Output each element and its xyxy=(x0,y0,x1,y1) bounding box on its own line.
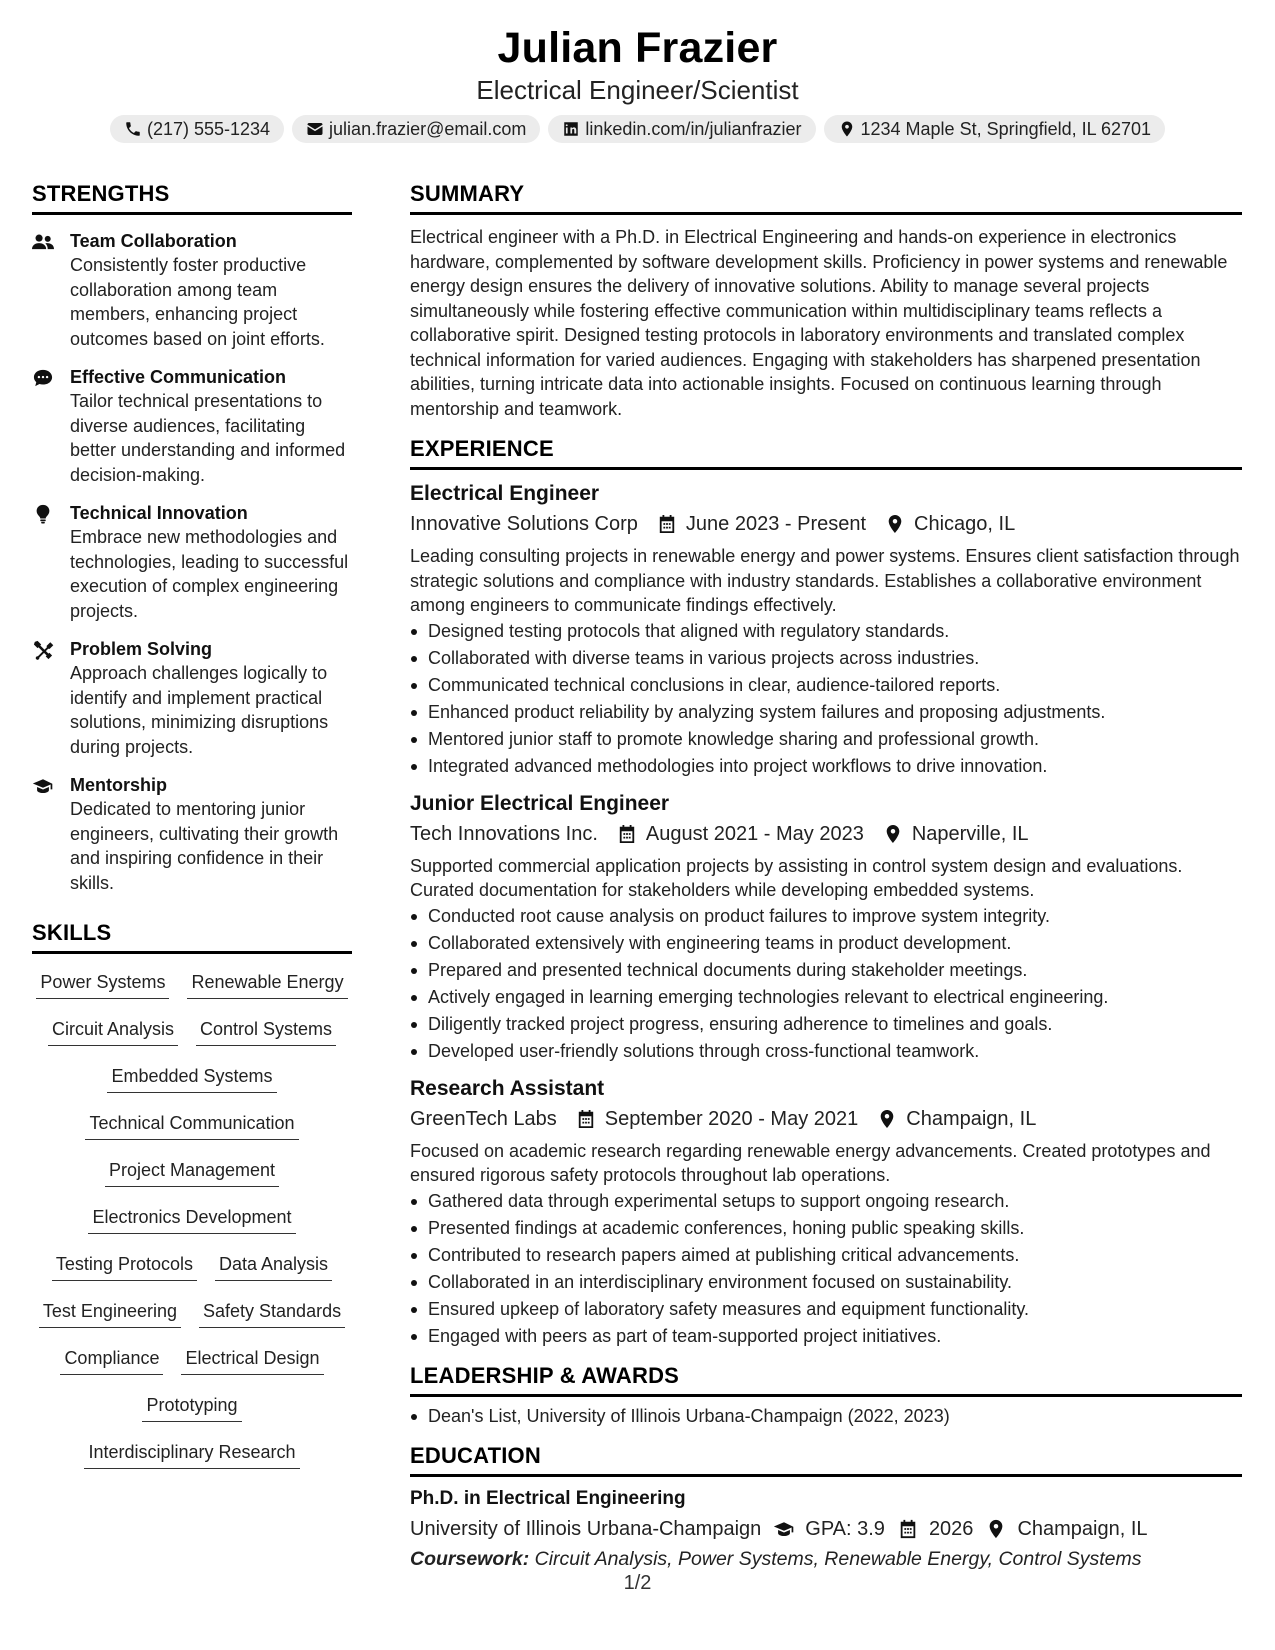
school-name: University of Illinois Urbana-Champaign xyxy=(410,1517,762,1540)
bullet-item: Communicated technical conclusions in clear, audience-tailored reports. xyxy=(410,672,1242,699)
map-pin-icon xyxy=(985,1519,1007,1539)
strength-title: Effective Communication xyxy=(70,367,287,387)
job-title: Junior Electrical Engineer xyxy=(410,791,670,815)
strength-item xyxy=(32,501,352,623)
skill-tag: Circuit Analysis xyxy=(48,1015,178,1046)
bullet-item: Designed testing protocols that aligned with regulatory standards. xyxy=(410,618,1242,645)
map-pin-icon xyxy=(884,824,902,844)
tools-icon xyxy=(32,640,54,660)
summary-heading: SUMMARY xyxy=(410,180,1242,215)
bullet-item: Mentored junior staff to promote knowledge sharing and professional growth. xyxy=(410,726,1242,753)
leadership-heading: LEADERSHIP & AWARDS xyxy=(410,1362,1242,1397)
linkedin-chip[interactable] xyxy=(548,115,815,143)
experience-heading: EXPERIENCE xyxy=(410,435,1242,470)
skill-tag: Renewable Energy xyxy=(187,968,347,999)
map-pin-icon xyxy=(838,120,856,138)
map-pin-icon xyxy=(878,1109,896,1129)
job-entry xyxy=(410,480,1242,780)
calendar-icon xyxy=(658,514,676,534)
skill-tag: Embedded Systems xyxy=(107,1062,276,1093)
strength-title: Problem Solving xyxy=(70,639,213,659)
job-meta xyxy=(410,510,1242,538)
job-location: Naperville, IL xyxy=(911,822,1029,845)
candidate-name: Julian Frazier xyxy=(497,24,778,72)
bullet-item: Developed user-friendly solutions through cross-functional teamwork. xyxy=(410,1038,1242,1065)
skill-tag: Electronics Development xyxy=(88,1203,295,1234)
coursework-label: Coursework: xyxy=(410,1547,530,1570)
email-chip[interactable] xyxy=(292,115,540,143)
skill-tag: Data Analysis xyxy=(215,1250,332,1281)
strength-item xyxy=(32,637,352,759)
award-item: Dean's List, University of Illinois Urbana-Champaign (2022, 2023) xyxy=(410,1403,1242,1430)
strength-description: Approach challenges logically to identify and implement practical solutions, minimizing disruptions during projects. xyxy=(70,663,329,757)
education-heading: EDUCATION xyxy=(410,1442,1242,1477)
skill-tag: Prototyping xyxy=(142,1391,241,1422)
skill-tag: Interdisciplinary Research xyxy=(84,1438,299,1469)
bullet-item: Contributed to research papers aimed at publishing critical advancements. xyxy=(410,1242,1242,1269)
skill-tag: Electrical Design xyxy=(181,1344,323,1375)
bullet-item: Gathered data through experimental setups to support ongoing research. xyxy=(410,1188,1242,1215)
comment-icon xyxy=(32,368,54,388)
strength-title: Team Collaboration xyxy=(70,231,237,251)
degree-title: Ph.D. in Electrical Engineering xyxy=(410,1487,686,1509)
strength-description: Consistently foster productive collaboration among team members, enhancing project outcomes based on joint efforts. xyxy=(70,255,325,349)
bullet-item: Enhanced product reliability by analyzing system failures and proposing adjustments. xyxy=(410,699,1242,726)
gpa-text: GPA: 3.9 xyxy=(805,1517,885,1540)
resume-header xyxy=(0,22,1275,143)
calendar-icon xyxy=(897,1519,919,1539)
envelope-icon xyxy=(306,120,324,138)
map-pin-icon xyxy=(886,514,904,534)
calendar-icon xyxy=(618,824,636,844)
bullet-item: Presented findings at academic conferences, honing public speaking skills. xyxy=(410,1215,1242,1242)
bullet-item: Collaborated in an interdisciplinary environment focused on sustainability. xyxy=(410,1269,1242,1296)
job-title: Research Assistant xyxy=(410,1076,605,1100)
job-dates: June 2023 - Present xyxy=(685,513,867,535)
summary-text: Electrical engineer with a Ph.D. in Electrical Engineering and hands-on experience in electronics hardware, complemented by software development skills. Proficiency in power systems and renewable energy design ensures the delivery of innovative solutions. Ability to manage several projects simultaneously while fostering effective communication within multidisciplinary teams reflects a collaborative spirit. Designed testing protocols in laboratory environments and translated complex technical information for varied audiences. Engaging with stakeholders has sharpened presentation abilities, turning intricate data into actionable insights. Focused on continuous learning through mentorship and teamwork. xyxy=(410,227,1228,419)
company-name: Innovative Solutions Corp xyxy=(410,513,638,535)
coursework xyxy=(410,1545,1242,1573)
company-name: Tech Innovations Inc. xyxy=(410,822,598,845)
coursework-list: Circuit Analysis, Power Systems, Renewable Energy, Control Systems xyxy=(534,1547,1142,1570)
job-location: Champaign, IL xyxy=(906,1107,1037,1130)
graduation-cap-icon xyxy=(773,1519,795,1539)
linkedin-text: linkedin.com/in/julianfrazier xyxy=(585,118,802,139)
candidate-title: Electrical Engineer/Scientist xyxy=(476,75,799,105)
job-entry xyxy=(410,790,1242,1065)
company-name: GreenTech Labs xyxy=(410,1107,557,1130)
graduation-year: 2026 xyxy=(928,1517,974,1540)
skill-tag: Power Systems xyxy=(36,968,169,999)
bullet-item: Actively engaged in learning emerging technologies relevant to electrical engineering. xyxy=(410,984,1242,1011)
bullet-item: Collaborated extensively with engineering teams in product development. xyxy=(410,930,1242,957)
phone-text: (217) 555-1234 xyxy=(146,118,271,139)
right-column xyxy=(410,180,1242,1573)
page-number: 1/2 xyxy=(623,1572,652,1594)
strength-description: Dedicated to mentoring junior engineers, cultivating their growth and inspiring confidence in their skills. xyxy=(70,799,339,893)
skill-tag: Control Systems xyxy=(196,1015,336,1046)
job-bullets xyxy=(410,903,1242,1065)
job-bullets xyxy=(410,618,1242,780)
bullet-item: Integrated advanced methodologies into project workflows to drive innovation. xyxy=(410,753,1242,780)
strength-title: Technical Innovation xyxy=(70,503,248,523)
job-bullets xyxy=(410,1188,1242,1350)
strength-item xyxy=(32,229,352,351)
graduation-cap-icon xyxy=(32,776,54,796)
leadership-list xyxy=(410,1403,1242,1430)
job-entry xyxy=(410,1075,1242,1350)
phone-chip[interactable] xyxy=(110,115,284,143)
strength-item xyxy=(32,773,352,895)
job-title: Electrical Engineer xyxy=(410,482,600,505)
skills-list xyxy=(32,968,352,1485)
strengths-heading: STRENGTHS xyxy=(32,180,352,215)
skill-tag: Technical Communication xyxy=(85,1109,298,1140)
strength-description: Tailor technical presentations to diverse audiences, facilitating better understanding and informed decision-making. xyxy=(70,391,346,485)
school-location: Champaign, IL xyxy=(1017,1517,1148,1540)
address-chip xyxy=(824,115,1166,143)
strength-title: Mentorship xyxy=(70,775,167,795)
skill-tag: Project Management xyxy=(105,1156,279,1187)
bullet-item: Prepared and presented technical documents during stakeholder meetings. xyxy=(410,957,1242,984)
address-text: 1234 Maple St, Springfield, IL 62701 xyxy=(860,118,1152,139)
strength-item xyxy=(32,365,352,487)
bullet-item: Conducted root cause analysis on product failures to improve system integrity. xyxy=(410,903,1242,930)
job-meta xyxy=(410,820,1242,848)
job-description: Supported commercial application projects by assisting in control system design and evaluations. Curated documentation for stakeholders while developing embedded systems. xyxy=(410,855,1183,900)
job-dates: August 2021 - May 2023 xyxy=(645,822,864,845)
calendar-icon xyxy=(577,1109,595,1129)
bullet-item: Ensured upkeep of laboratory safety measures and equipment functionality. xyxy=(410,1296,1242,1323)
linkedin-icon xyxy=(562,120,580,138)
users-icon xyxy=(32,232,54,252)
skill-tag: Safety Standards xyxy=(199,1297,345,1328)
skill-tag: Compliance xyxy=(60,1344,163,1375)
job-location: Chicago, IL xyxy=(914,513,1016,535)
contact-bar xyxy=(0,115,1275,143)
bullet-item: Diligently tracked project progress, ensuring adherence to timelines and goals. xyxy=(410,1011,1242,1038)
job-description: Focused on academic research regarding renewable energy advancements. Created prototypes and ensured rigorous safety protocols throughout lab operations. xyxy=(410,1140,1211,1185)
email-text: julian.frazier@email.com xyxy=(329,118,527,139)
bullet-item: Collaborated with diverse teams in various projects across industries. xyxy=(410,645,1242,672)
left-column xyxy=(32,180,352,1485)
lightbulb-icon xyxy=(32,504,54,524)
phone-icon xyxy=(124,120,142,138)
education-meta xyxy=(410,1515,1242,1543)
job-description: Leading consulting projects in renewable energy and power systems. Ensures client satisfaction through strategic solutions and compliance with industry standards. Establishes a collaborative environment among engineers to communicate findings effectively. xyxy=(410,546,1240,615)
skills-heading: SKILLS xyxy=(32,919,352,954)
strength-description: Embrace new methodologies and technologies, leading to successful execution of complex engineering projects. xyxy=(70,527,349,621)
job-dates: September 2020 - May 2021 xyxy=(604,1107,859,1130)
skill-tag: Testing Protocols xyxy=(52,1250,197,1281)
job-meta xyxy=(410,1105,1242,1133)
bullet-item: Engaged with peers as part of team-supported project initiatives. xyxy=(410,1323,1242,1350)
skill-tag: Test Engineering xyxy=(39,1297,181,1328)
